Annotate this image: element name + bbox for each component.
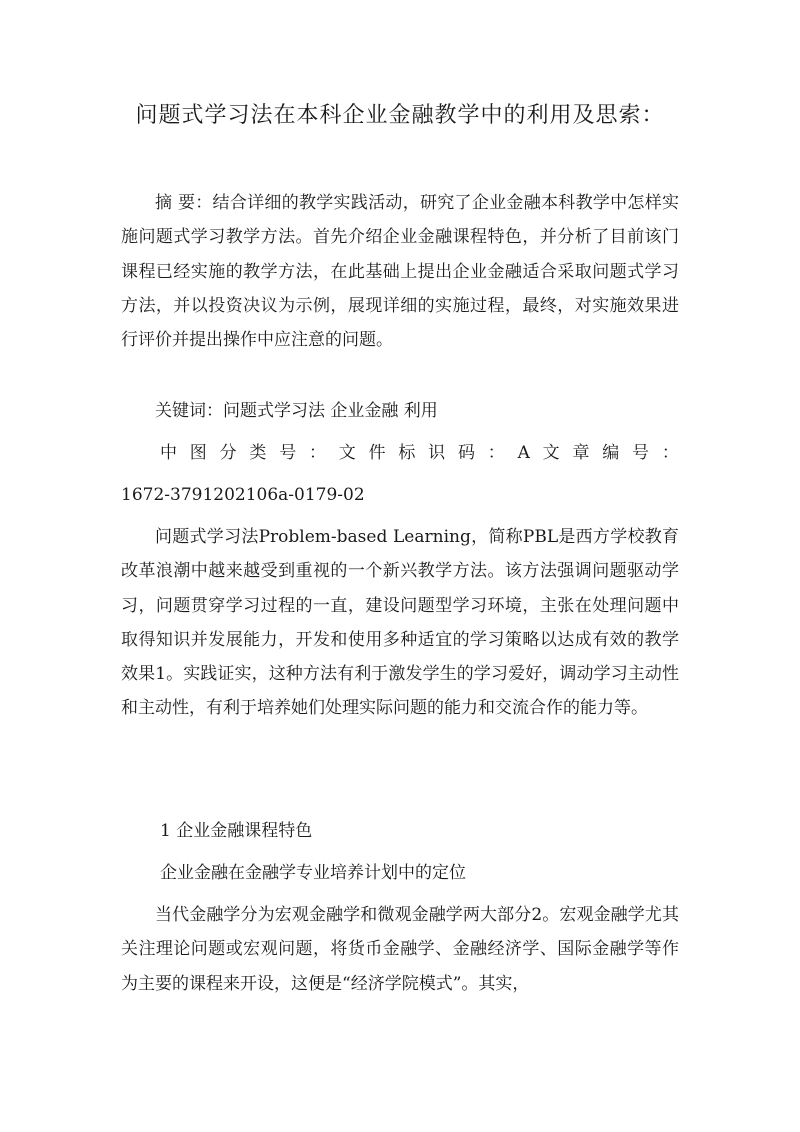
- keywords-line: 关键词：问题式学习法 企业金融 利用: [155, 401, 438, 421]
- clc-char: A: [517, 443, 530, 463]
- clc-char: 标: [398, 443, 416, 463]
- abstract-paragraph: 摘 要：结合详细的教学实践活动，研究了企业金融本科教学中怎样实施问题式学习教学方法。首先介绍企业金融课程特色，并分析了目前该门课程已经实施的教学方法，在此基础上提出企业金融适合采取问题式学习方法，并以投资决议为示例，展现详细的实施过程，最终，对实施效果进行评价并提出操作中应注意的问题。: [121, 193, 679, 351]
- clc-char: ：: [487, 443, 505, 463]
- clc-char: 中: [160, 443, 177, 463]
- clc-char: 文: [542, 443, 560, 463]
- clc-char: 编: [602, 443, 620, 463]
- section-heading: 1 企业金融课程特色: [160, 821, 313, 841]
- clc-char: 识: [428, 443, 446, 463]
- clc-char: ：: [308, 443, 326, 463]
- clc-char: 文: [338, 443, 356, 463]
- intro-paragraph: 问题式学习法Problem-based Learning，简称PBL是西方学校教育改革浪潮中越来越受到重视的一个新兴教学方法。该方法强调问题驱动学习，问题贯穿学习过程的一直，建设问题型学习环境，主张在处理问题中取得知识并发展能力，开发和使用多种适宜的学习策略以达成有效的教学效果1。实践证实，这种方法有利于激发学生的学习爱好，调动学习主动性和主动性，有利于培养她们处理实际问题的能力和交流合作的能力等。: [121, 527, 679, 719]
- clc-char: 号: [279, 443, 297, 463]
- clc-char: 章: [572, 443, 590, 463]
- clc-char: ：: [661, 443, 679, 463]
- clc-char: 分: [219, 443, 237, 463]
- clc-char: 号: [632, 443, 650, 463]
- clc-char: 图: [189, 443, 207, 463]
- clc-char: 类: [249, 443, 267, 463]
- clc-char: 码: [457, 443, 475, 463]
- section-paragraph: 当代金融学分为宏观金融学和微观金融学两大部分2。宏观金融学尤其关注理论问题或宏观问题，将货币金融学、金融经济学、国际金融学等作为主要的课程来开设，这便是“经济学院模式”。其实，: [121, 905, 679, 994]
- classification-line: [160, 436, 679, 470]
- article-number: 1672-3791202106a-0179-02: [121, 485, 365, 505]
- subsection-heading: 企业金融在金融学专业培养计划中的定位: [160, 863, 466, 883]
- clc-char: 件: [368, 443, 386, 463]
- document-title: 问题式学习法在本科企业金融教学中的利用及思索：: [135, 103, 665, 128]
